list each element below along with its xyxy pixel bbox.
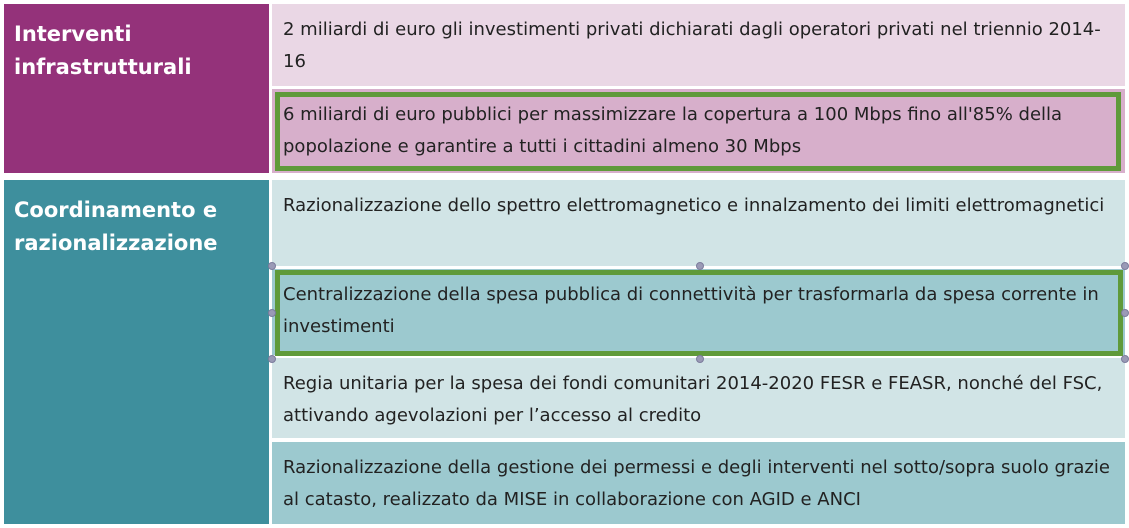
selection-handle[interactable] — [268, 309, 276, 317]
row-text: Centralizzazione della spesa pubblica di connettività per trasformarla da spesa corrente in investimenti — [283, 284, 1099, 337]
row-text: Razionalizzazione dello spettro elettromagnetico e innalzamento dei limiti elettromagnetici — [283, 195, 1105, 216]
selection-handle[interactable] — [696, 262, 704, 270]
selection-handle[interactable] — [268, 355, 276, 363]
table-row — [272, 4, 1125, 86]
table-row — [272, 89, 1125, 173]
table-row — [272, 358, 1125, 438]
row-text: 2 miliardi di euro gli investimenti privati dichiarati dagli operatori privati nel triennio 2014-16 — [283, 19, 1101, 72]
row-text: 6 miliardi di euro pubblici per massimizzare la copertura a 100 Mbps fino all'85% della popolazione e garantire a tutti i cittadini almeno 30 Mbps — [283, 104, 1063, 157]
selection-handle[interactable] — [1121, 309, 1129, 317]
section-header-interventi — [4, 4, 269, 173]
row-text: Razionalizzazione della gestione dei permessi e degli interventi nel sotto/sopra suolo grazie al catasto, realizzato da MISE in collaborazione con AGID e ANCI — [283, 457, 1110, 510]
selection-handle[interactable] — [268, 262, 276, 270]
table-row[interactable] — [272, 269, 1125, 355]
section-header-coordinamento — [4, 180, 269, 524]
selection-handle[interactable] — [696, 355, 704, 363]
selection-handle[interactable] — [1121, 262, 1129, 270]
section-title: Interventi infrastrutturali — [14, 22, 192, 79]
table-row — [272, 180, 1125, 266]
selection-handle[interactable] — [1121, 355, 1129, 363]
table-row — [272, 442, 1125, 524]
section-title: Coordinamento e razionalizzazione — [14, 198, 218, 255]
row-text: Regia unitaria per la spesa dei fondi comunitari 2014-2020 FESR e FEASR, nonché del FSC, attivando agevolazioni per l’accesso al credito — [283, 373, 1103, 426]
